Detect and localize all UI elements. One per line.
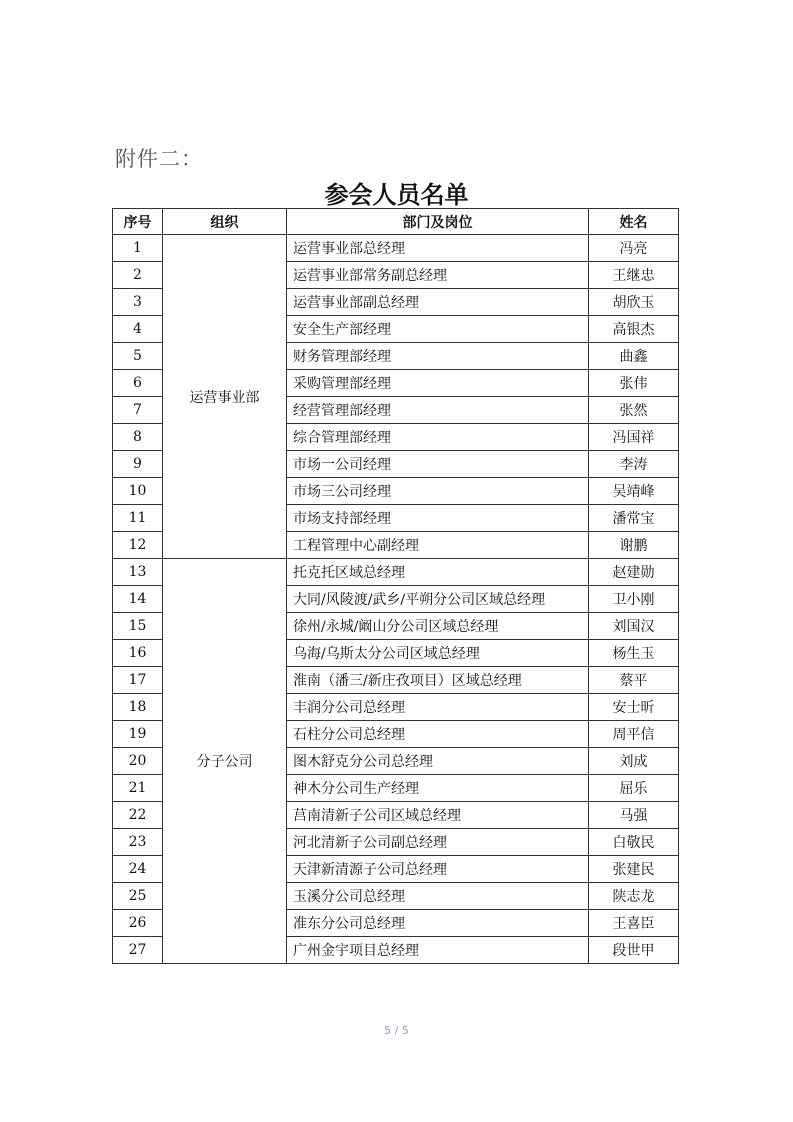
row-number: 11 (113, 505, 163, 532)
department-position-cell: 天津新清源子公司总经理 (287, 856, 589, 883)
department-position-cell: 淮南（潘三/新庄孜项目）区域总经理 (287, 667, 589, 694)
attendee-name-cell: 陕志龙 (589, 883, 679, 910)
attendee-name-cell: 屈乐 (589, 775, 679, 802)
organization-cell: 分子公司 (163, 559, 287, 964)
row-number: 23 (113, 829, 163, 856)
department-position-cell: 徐州/永城/阚山分公司区域总经理 (287, 613, 589, 640)
row-number: 18 (113, 694, 163, 721)
attendee-name-cell: 赵建勋 (589, 559, 679, 586)
row-number: 27 (113, 937, 163, 964)
department-position-cell: 玉溪分公司总经理 (287, 883, 589, 910)
attendee-name-cell: 刘国汉 (589, 613, 679, 640)
row-number: 24 (113, 856, 163, 883)
row-number: 3 (113, 289, 163, 316)
row-number: 6 (113, 370, 163, 397)
department-position-cell: 运营事业部总经理 (287, 235, 589, 262)
row-number: 7 (113, 397, 163, 424)
department-position-cell: 准东分公司总经理 (287, 910, 589, 937)
attendee-name-cell: 谢鹏 (589, 532, 679, 559)
department-position-cell: 神木分公司生产经理 (287, 775, 589, 802)
column-header-department-position: 部门及岗位 (287, 209, 589, 235)
department-position-cell: 莒南清新子公司区域总经理 (287, 802, 589, 829)
row-number: 19 (113, 721, 163, 748)
attendee-name-cell: 卫小刚 (589, 586, 679, 613)
page-number: 5 / 5 (384, 1024, 409, 1037)
attendee-name-cell: 王喜臣 (589, 910, 679, 937)
row-number: 4 (113, 316, 163, 343)
table-header-row (113, 209, 679, 235)
attendee-name-cell: 周平信 (589, 721, 679, 748)
organization-cell: 运营事业部 (163, 235, 287, 559)
row-number: 21 (113, 775, 163, 802)
department-position-cell: 丰润分公司总经理 (287, 694, 589, 721)
department-position-cell: 乌海/乌斯太分公司区域总经理 (287, 640, 589, 667)
row-number: 15 (113, 613, 163, 640)
row-number: 8 (113, 424, 163, 451)
department-position-cell: 托克托区域总经理 (287, 559, 589, 586)
attachment-label: 附件二： (115, 147, 203, 171)
column-header-name: 姓名 (589, 209, 679, 235)
attendee-name-cell: 冯国祥 (589, 424, 679, 451)
department-position-cell: 综合管理部经理 (287, 424, 589, 451)
row-number: 17 (113, 667, 163, 694)
attendee-name-cell: 冯亮 (589, 235, 679, 262)
row-number: 20 (113, 748, 163, 775)
attendee-name-cell: 张建民 (589, 856, 679, 883)
attendee-name-cell: 段世甲 (589, 937, 679, 964)
department-position-cell: 财务管理部经理 (287, 343, 589, 370)
row-number: 12 (113, 532, 163, 559)
row-number: 14 (113, 586, 163, 613)
department-position-cell: 市场三公司经理 (287, 478, 589, 505)
department-position-cell: 工程管理中心副经理 (287, 532, 589, 559)
attendee-name-cell: 张伟 (589, 370, 679, 397)
row-number: 13 (113, 559, 163, 586)
row-number: 16 (113, 640, 163, 667)
department-position-cell: 运营事业部副总经理 (287, 289, 589, 316)
attendee-name-cell: 白敬民 (589, 829, 679, 856)
department-position-cell: 市场一公司经理 (287, 451, 589, 478)
attendee-name-cell: 张然 (589, 397, 679, 424)
department-position-cell: 运营事业部常务副总经理 (287, 262, 589, 289)
attendee-table (112, 208, 679, 964)
attendee-name-cell: 安士昕 (589, 694, 679, 721)
column-header-organization: 组织 (163, 209, 287, 235)
row-number: 2 (113, 262, 163, 289)
attendee-name-cell: 胡欣玉 (589, 289, 679, 316)
attendee-name-cell: 刘成 (589, 748, 679, 775)
attendee-name-cell: 蔡平 (589, 667, 679, 694)
table-body (113, 235, 679, 964)
column-header-number: 序号 (113, 209, 163, 235)
row-number: 22 (113, 802, 163, 829)
row-number: 9 (113, 451, 163, 478)
department-position-cell: 图木舒克分公司总经理 (287, 748, 589, 775)
row-number: 10 (113, 478, 163, 505)
table-row (113, 235, 679, 262)
attendee-name-cell: 吴靖峰 (589, 478, 679, 505)
attendee-name-cell: 潘常宝 (589, 505, 679, 532)
department-position-cell: 市场支持部经理 (287, 505, 589, 532)
attendee-name-cell: 王继忠 (589, 262, 679, 289)
attendee-name-cell: 高银杰 (589, 316, 679, 343)
attendee-name-cell: 曲鑫 (589, 343, 679, 370)
department-position-cell: 采购管理部经理 (287, 370, 589, 397)
page-title: 参会人员名单 (324, 180, 469, 209)
department-position-cell: 广州金宇项目总经理 (287, 937, 589, 964)
row-number: 26 (113, 910, 163, 937)
department-position-cell: 石柱分公司总经理 (287, 721, 589, 748)
row-number: 1 (113, 235, 163, 262)
row-number: 25 (113, 883, 163, 910)
attendee-name-cell: 杨生玉 (589, 640, 679, 667)
attendee-name-cell: 李涛 (589, 451, 679, 478)
department-position-cell: 河北清新子公司副总经理 (287, 829, 589, 856)
attendee-name-cell: 马强 (589, 802, 679, 829)
department-position-cell: 安全生产部经理 (287, 316, 589, 343)
department-position-cell: 大同/风陵渡/武乡/平朔分公司区域总经理 (287, 586, 589, 613)
row-number: 5 (113, 343, 163, 370)
table-row (113, 559, 679, 586)
department-position-cell: 经营管理部经理 (287, 397, 589, 424)
